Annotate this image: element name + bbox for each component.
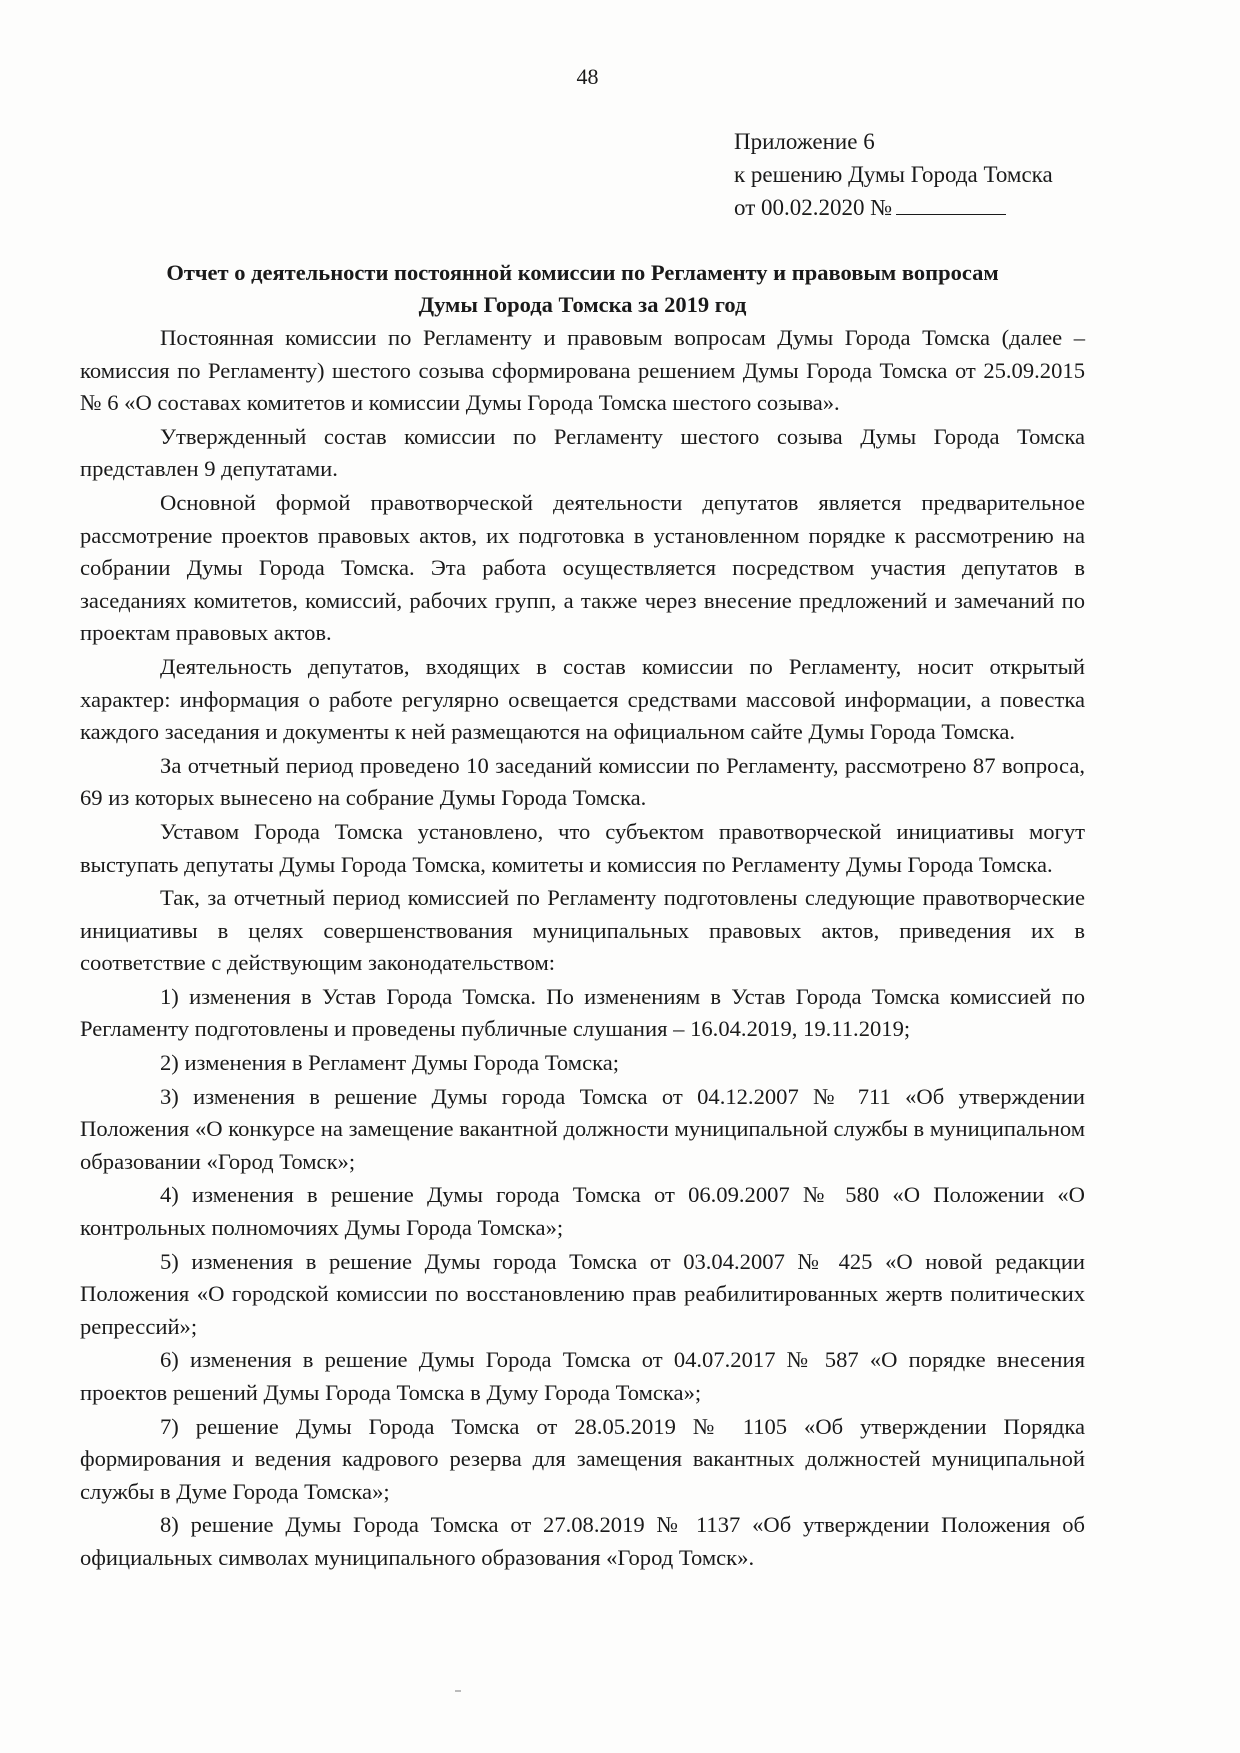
paragraph: Основной формой правотворческой деятельности депутатов является предварительное рассмотрение проектов правовых актов, их подготовка в установленном порядке к рассмотрению на собрании Думы Города Томска. Эта работа осуществляется посредством участия депутатов в заседаниях комитетов, комиссий, рабочих групп, а также через внесение предложений и замечаний по проектам правовых актов. bbox=[80, 489, 1085, 646]
document-title bbox=[80, 257, 1085, 321]
paragraph: Так, за отчетный период комиссией по Регламенту подготовлены следующие правотворческие инициативы в целях совершенствования муниципальных правовых актов, приведения их в соответствие с действующим законодательством: bbox=[80, 885, 1085, 976]
list-item: 5) изменения в решение Думы города Томска от 03.04.2007 № 425 «О новой редакции Положения «О городской комиссии по восстановлению прав реабилитированных жертв политических репрессий»; bbox=[80, 1248, 1085, 1339]
appendix-line-1: Приложение 6 bbox=[734, 129, 875, 154]
list-item: 4) изменения в решение Думы города Томска от 06.09.2007 № 580 «О Положении «О контрольных полномочиях Думы Города Томска»; bbox=[80, 1182, 1085, 1241]
list-item: 3) изменения в решение Думы города Томска от 04.12.2007 № 711 «Об утверждении Положения «О конкурсе на замещение вакантной должности муниципальной службы в муниципальном образовании «Город Томск»; bbox=[80, 1083, 1085, 1174]
paragraph: За отчетный период проведено 10 заседаний комиссии по Регламенту, рассмотрено 87 вопроса, 69 из которых вынесено на собрание Думы Города Томска. bbox=[80, 752, 1085, 811]
appendix-line-2: к решению Думы Города Томска bbox=[734, 162, 1053, 187]
appendix-line-3 bbox=[734, 191, 1053, 224]
paragraph: Деятельность депутатов, входящих в состав комиссии по Регламенту, носит открытый характер: информация о работе регулярно освещается средствами массовой информации, а повестка каждого заседания и документы к ней размещаются на официальном сайте Думы Города Томска. bbox=[80, 653, 1085, 745]
paragraph: Уставом Города Томска установлено, что субъектом правотворческой инициативы могут выступать депутаты Думы Города Томска, комитеты и комиссия по Регламенту Думы Города Томска. bbox=[80, 818, 1085, 877]
document-body bbox=[80, 322, 1085, 1575]
title-line-2: Думы Города Томска за 2019 год bbox=[418, 292, 747, 317]
decision-number-blank bbox=[896, 194, 1006, 215]
title-line-1: Отчет о деятельности постоянной комиссии по Регламенту и правовым вопросам bbox=[166, 260, 999, 285]
appendix-date-number: от 00.02.2020 № bbox=[734, 195, 893, 220]
list-item: 2) изменения в Регламент Думы Города Томска; bbox=[160, 1050, 620, 1076]
page-number: 48 bbox=[576, 64, 599, 89]
appendix-block bbox=[734, 125, 1053, 224]
paragraph: Утвержденный состав комиссии по Регламенту шестого созыва Думы Города Томска представлен 9 депутатами. bbox=[80, 423, 1085, 482]
list-item: 7) решение Думы Города Томска от 28.05.2019 № 1105 «Об утверждении Порядка формирования и ведения кадрового резерва для замещения вакантных должностей муниципальной службы в Думе Города Томска»; bbox=[80, 1413, 1085, 1504]
paragraph: Постоянная комиссии по Регламенту и правовым вопросам Думы Города Томска (далее – комиссия по Регламенту) шестого созыва сформирована решением Думы Города Томска от 25.09.2015 № 6 «О составах комитетов и комиссии Думы Города Томска шестого созыва». bbox=[80, 325, 1085, 416]
scan-mark bbox=[455, 1690, 461, 1692]
list-item: 1) изменения в Устав Города Томска. По изменениям в Устав Города Томска комиссией по Регламенту подготовлены и проведены публичные слушания – 16.04.2019, 19.11.2019; bbox=[80, 983, 1085, 1042]
list-item: 8) решение Думы Города Томска от 27.08.2019 № 1137 «Об утверждении Положения об официальных символах муниципального образования «Город Томск». bbox=[80, 1512, 1085, 1570]
list-item: 6) изменения в решение Думы Города Томска от 04.07.2017 № 587 «О порядке внесения проектов решений Думы Города Томска в Думу Города Томска»; bbox=[80, 1347, 1085, 1405]
